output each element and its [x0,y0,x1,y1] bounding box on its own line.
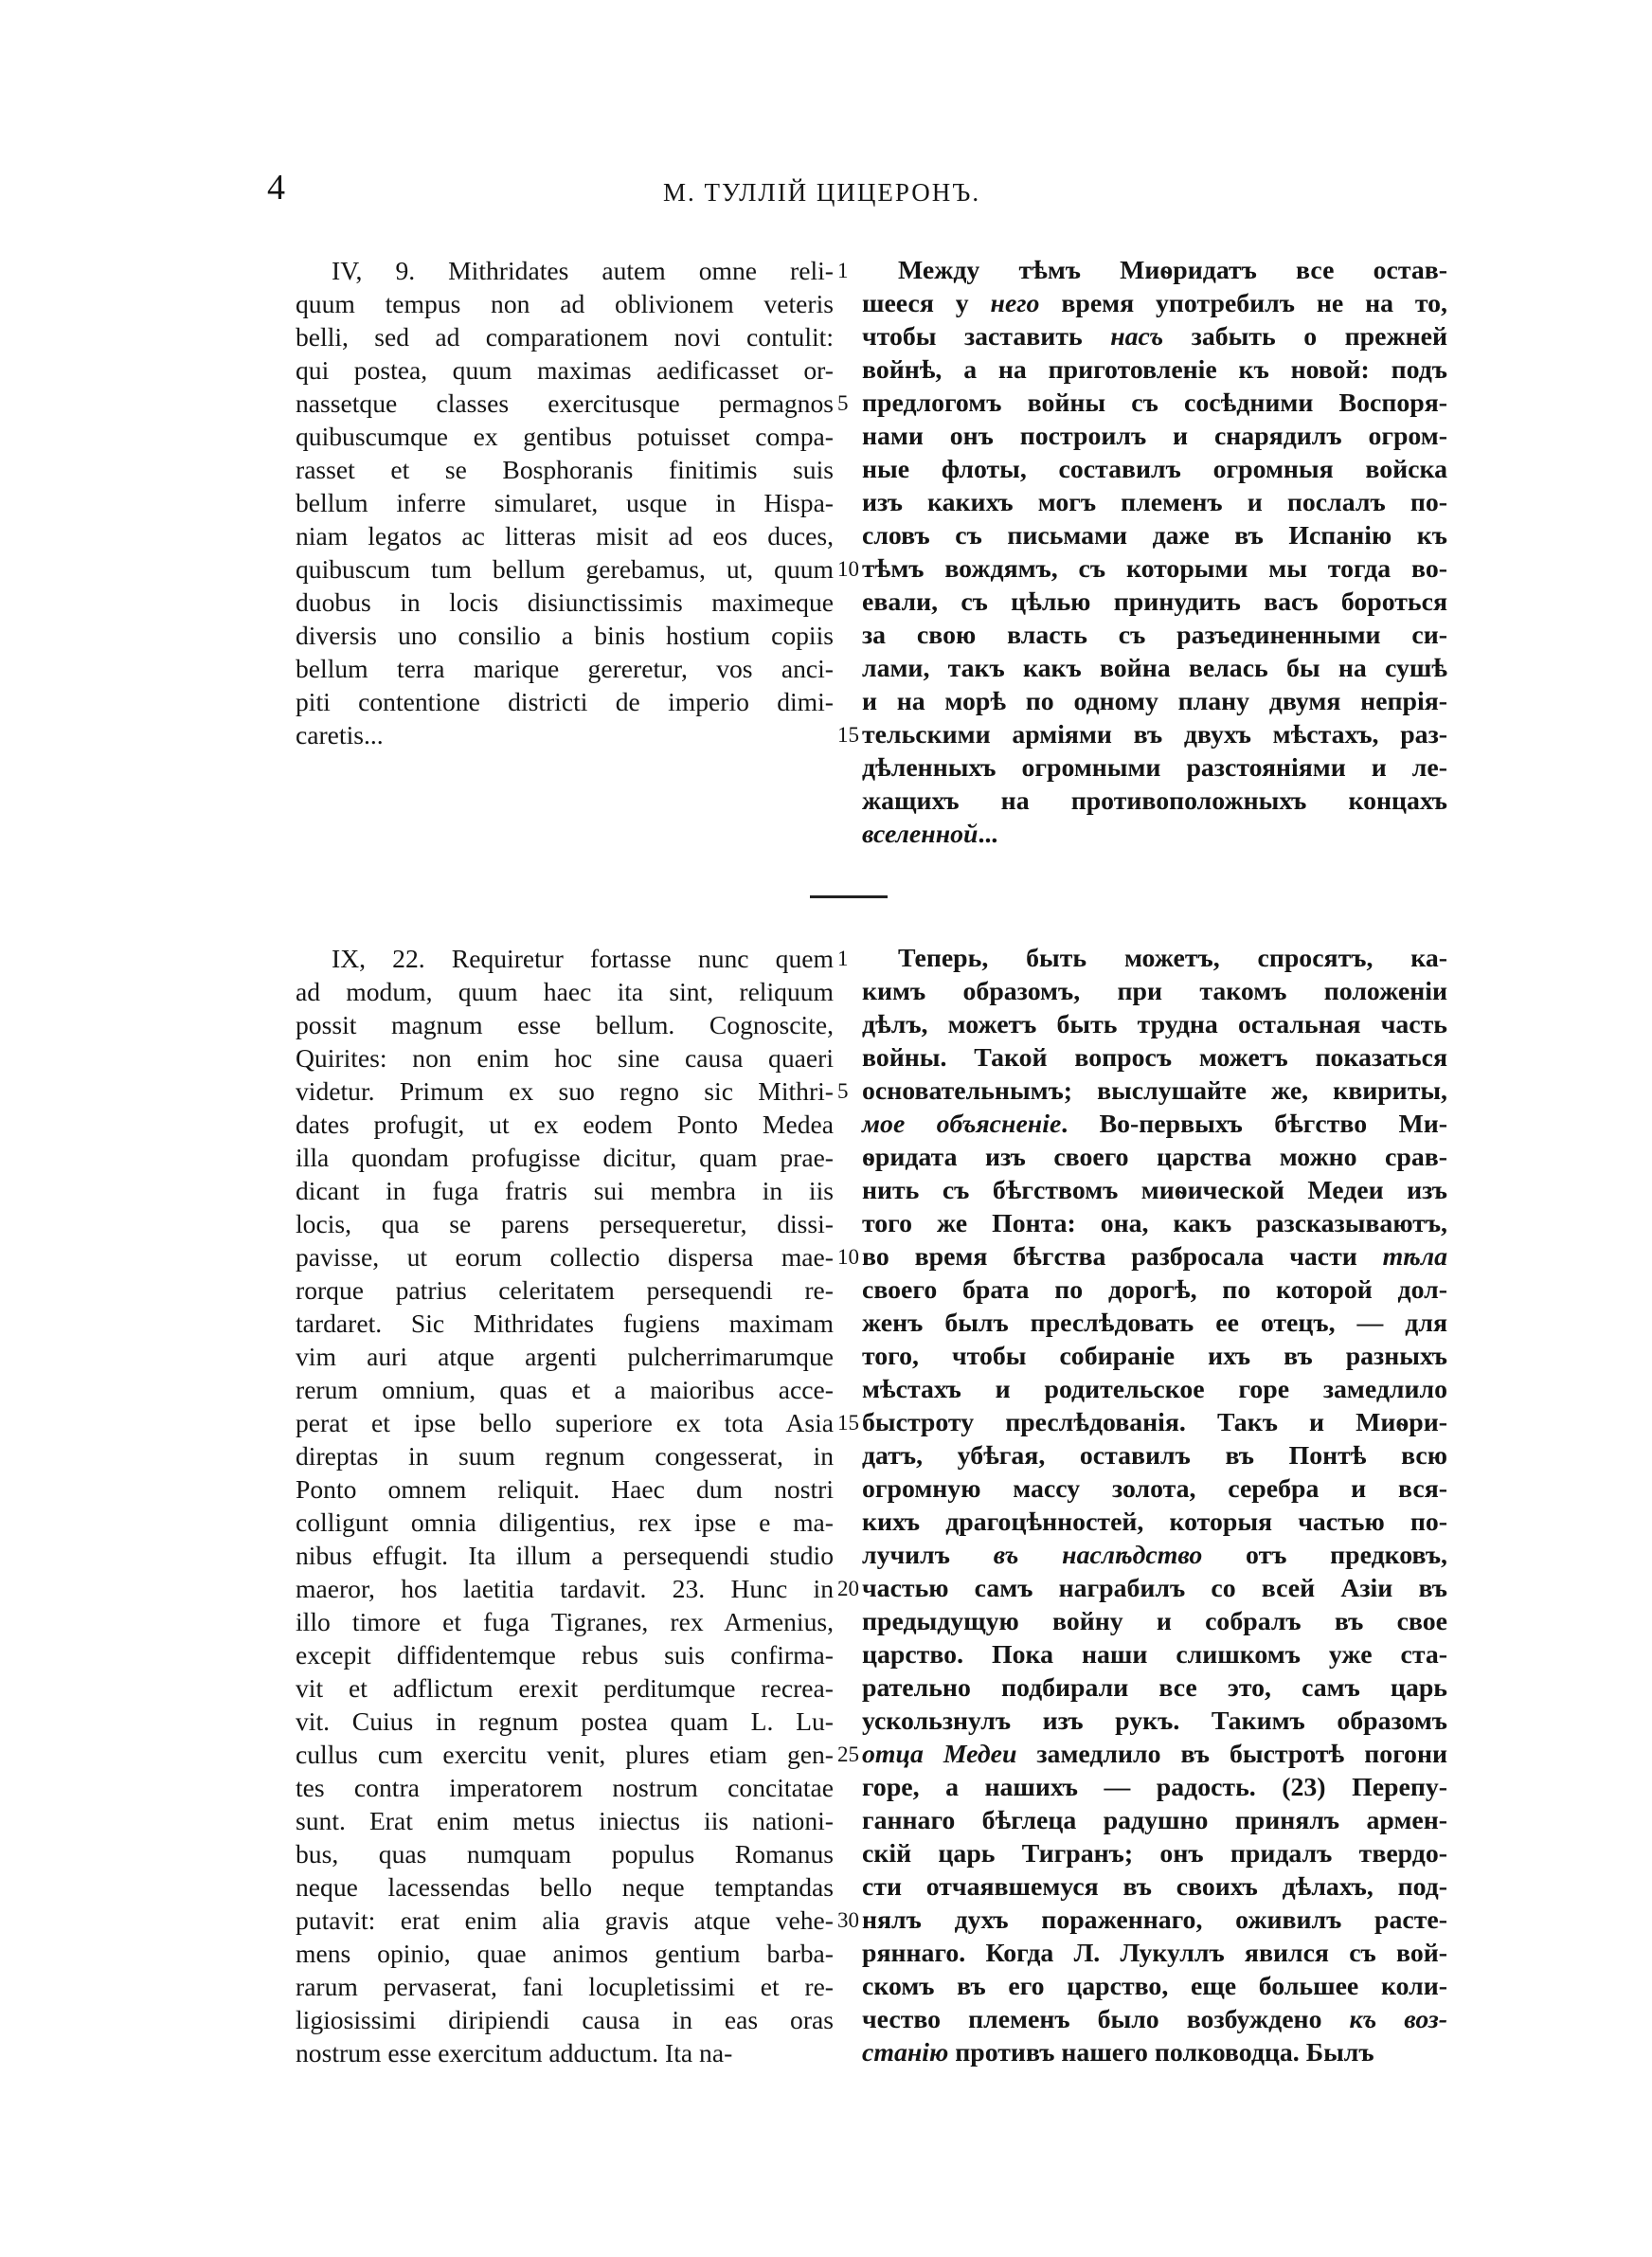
latin-text-line: excepit diffidentemque rebus suis confirma- [296,1640,834,1670]
latin-text-line: piti contentione districti de imperio dimi- [296,687,834,716]
line-number: 10 [837,1245,859,1269]
russian-text-line: чтобы заставить насъ забыть о прежней [862,322,1447,352]
latin-text-line: duobus in locis disiunctissimis maximeque [296,587,834,617]
russian-text-line: кимъ образомъ, при такомъ положеніи [862,977,1447,1006]
latin-text-line: cullus cum exercitu venit, plures etiam gen- [296,1740,834,1769]
russian-text-line: чество племенъ было возбуждено къ воз- [862,2005,1447,2034]
russian-text-line: предлогомъ войны съ сосѣдними Воспоря- [862,388,1447,418]
russian-text-line: лами, такъ какъ война велась бы на сушѣ [862,654,1447,683]
latin-text-line: colligunt omnia diligentius, rex ipse e ma- [296,1508,834,1537]
latin-text-line: bellum terra marique gereretur, vos anci- [296,654,834,683]
latin-text-line: bus, quas numquam populus Romanus [296,1839,834,1869]
russian-text-line: предыдущую войну и собралъ въ свое [862,1607,1447,1636]
russian-text-line: жащихъ на противоположныхъ концахъ [862,786,1447,816]
latin-text-line: pavisse, ut eorum collectio dispersa mae- [296,1242,834,1272]
russian-text-line: шееся у него время употребилъ не на то, [862,289,1448,318]
latin-text-line: videtur. Primum ex suo regno sic Mithri- [296,1076,834,1106]
russian-text-line: ряннаго. Когда Л. Лукуллъ явился съ вой- [862,1939,1447,1968]
latin-text-line: nibus effugit. Ita illum a persequendi studio [296,1541,834,1570]
line-number: 20 [837,1577,859,1600]
russian-text-line: огромную массу золота, серебра и вся- [862,1474,1447,1504]
latin-text-line: rarum pervaserat, fani locupletissimi et re- [296,1972,834,2001]
russian-column [862,254,1447,851]
latin-text-line: quibuscumque ex gentibus potuisset compa- [296,422,834,451]
russian-text-line: того же Понта: она, какъ разсказываютъ, [862,1209,1447,1238]
latin-text-line: qui postea, quum maximas aedificasset or- [296,355,834,385]
russian-text-line: сти отчаявшемуся въ своихъ дѣлахъ, под- [862,1872,1447,1902]
latin-text-line: direptas in suum regnum congesserat, in [296,1441,834,1471]
russian-text-line: отца Медеи замедлило въ быстротѣ погони [862,1740,1447,1769]
line-number: 25 [837,1742,859,1766]
latin-text-line: ligiosissimi diripiendi causa in eas oras [296,2005,834,2034]
latin-text-line: bellum inferre simularet, usque in Hispa- [296,488,834,517]
latin-text-line: perat et ipse bello superiore ex tota Asia [296,1408,834,1437]
russian-text-line: частью самъ награбилъ со всей Азіи въ [862,1574,1447,1603]
latin-text-line: vit et adflictum erexit perditumque recrea- [296,1673,834,1703]
latin-text-line: quum tempus non ad oblivionem veteris [296,289,834,318]
russian-text-line: тельскими арміями въ двухъ мѣстахъ, раз- [862,720,1447,749]
russian-text-line: войны. Такой вопросъ можетъ показаться [862,1043,1447,1073]
latin-text-line: nostrum esse exercitum adductum. Ita na- [296,2038,733,2067]
russian-text-line: своего брата по дорогѣ, по которой дол- [862,1275,1447,1305]
russian-text-line: нить съ бѣгствомъ миѳической Медеи изъ [862,1176,1447,1205]
latin-text-line: ad modum, quum haec ita sint, reliquum [296,977,834,1006]
latin-text-line: belli, sed ad comparationem novi contulit: [296,322,834,352]
russian-text-line: ускользнулъ изъ рукъ. Такимъ образомъ [862,1706,1447,1736]
russian-text-line: ганнаго бѣглеца радушно принялъ армен- [862,1806,1447,1835]
latin-text-line: vim auri atque argenti pulcherrimarumque [296,1342,834,1371]
russian-text-line: мѣстахъ и родительское горе замедлило [862,1375,1447,1404]
latin-text-line: locis, qua se parens persequeretur, dissi- [296,1209,834,1238]
russian-text-line: рательно подбирали все это, самъ царь [862,1673,1447,1703]
russian-text-line: тѣмъ вождямъ, съ которыми мы тогда во- [862,554,1447,584]
russian-text-line: станію противъ нашего полководца. Былъ [862,2038,1374,2067]
running-title: М. ТУЛЛІЙ ЦИЦЕРОНЪ. [663,178,981,207]
russian-text-line: нялъ духъ пораженнаго, оживилъ расте- [862,1905,1447,1935]
latin-text-line: tes contra imperatorem nostrum concitatae [296,1773,834,1802]
russian-text-line: женъ былъ преслѣдовать ее отецъ, — для [862,1309,1447,1338]
latin-text-line: tardaret. Sic Mithridates fugiens maximam [296,1309,834,1338]
latin-text-line: sunt. Erat enim metus iniectus iis nationi- [296,1806,834,1835]
latin-text-line: caretis... [296,720,384,749]
russian-text-line: быстроту преслѣдованія. Такъ и Миѳри- [862,1408,1447,1437]
line-number: 30 [837,1908,859,1932]
latin-text-line: IV, 9. Mithridates autem omne reli- [332,256,834,285]
russian-text-line: основательнымъ; выслушайте же, квириты, [862,1076,1447,1106]
russian-text-line: ные флоты, составилъ огромныя войска [862,455,1447,484]
russian-text-line: скій царь Тигранъ; онъ придалъ твердо- [862,1839,1447,1869]
latin-text-line: rasset et se Bosphoranis finitimis suis [296,455,834,484]
latin-column [296,254,834,751]
russian-text-line: скомъ въ его царство, еще большее коли- [862,1972,1447,2001]
latin-text-line: Ponto omnem reliquit. Haec dum nostri [296,1474,834,1504]
latin-text-line: possit magnum esse bellum. Cognoscite, [296,1010,834,1039]
latin-text-line: niam legatos ac litteras misit ad eos duces, [296,521,834,551]
russian-text-line: дѣленныхъ огромными разстояніями и ле- [862,753,1447,783]
line-number: 15 [837,723,859,747]
russian-text-line: датъ, убѣгая, оставилъ въ Понтѣ всю [862,1441,1447,1471]
latin-text-line: nassetque classes exercitusque permagnos [296,388,834,418]
russian-text-line: царство. Пока наши слишкомъ уже ста- [862,1640,1447,1670]
latin-text-line: rorque patrius celeritatem persequendi re- [296,1275,834,1305]
latin-text-line: illo timore et fuga Tigranes, rex Armenius, [296,1607,834,1636]
latin-text-line: maeror, hos laetitia tardavit. 23. Hunc in [296,1574,834,1603]
russian-text-line: евали, съ цѣлью принудить васъ бороться [862,587,1447,617]
russian-text-line: за свою власть съ разъединенными си- [862,621,1447,650]
russian-text-line: мое объясненіе. Во-первыхъ бѣгство Ми- [862,1110,1447,1139]
russian-text-line: лучилъ въ наслѣдство отъ предковъ, [862,1541,1447,1570]
russian-text-line: изъ какихъ могъ племенъ и послалъ по- [862,488,1447,517]
russian-text-line: горе, а нашихъ — радость. (23) Перепу- [862,1773,1447,1802]
latin-text-line: Quirites: non enim hoc sine causa quaeri [296,1043,834,1073]
latin-text-line: illa quondam profugisse dicitur, quam prae- [296,1143,834,1172]
line-number: 10 [837,557,859,581]
latin-text-line: putavit: erat enim alia gravis atque vehe- [296,1905,834,1935]
latin-text-line: mens opinio, quae animos gentium barba- [296,1939,834,1968]
russian-text-line: и на морѣ по одному плану двумя непрія- [862,687,1447,716]
line-number: 15 [837,1411,859,1435]
line-number: 5 [837,391,849,415]
latin-text-line: dicant in fuga fratris sui membra in iis [296,1176,834,1205]
russian-text-line: во время бѣгства разбросала части тѣла [862,1242,1447,1272]
russian-text-line: словъ съ письмами даже въ Испанію къ [862,521,1447,551]
russian-text-line: ѳридата изъ своего царства можно срав- [862,1143,1447,1172]
line-number: 5 [837,1079,849,1103]
latin-text-line: quibuscum tum bellum gerebamus, ut, quum [296,554,834,584]
russian-column [862,942,1447,2069]
line-number: 1 [837,259,849,282]
russian-text-line: нами онъ построилъ и снарядилъ огром- [862,422,1447,451]
russian-text-line: вселенной... [862,820,998,849]
latin-column [296,942,834,2069]
latin-text-line: dates profugit, ut ex eodem Ponto Medea [296,1110,834,1139]
latin-text-line: neque lacessendas bello neque temptandas [296,1872,834,1902]
latin-text-line: diversis uno consilio a binis hostium copiis [296,621,834,650]
latin-text-line: vit. Cuius in regnum postea quam L. Lu- [296,1706,834,1736]
latin-text-line: IX, 22. Requiretur fortasse nunc quem [332,944,834,973]
page-number: 4 [267,168,285,208]
russian-text-line: войнѣ, а на приготовленіе къ новой: подъ [862,355,1447,385]
line-number: 1 [837,947,849,970]
russian-text-line: дѣлъ, можетъ быть трудна остальная часть [862,1010,1447,1039]
latin-text-line: rerum omnium, quas et a maioribus acce- [296,1375,834,1404]
section-divider [810,895,888,898]
russian-text-line: кихъ драгоцѣнностей, которыя частью по- [862,1508,1447,1537]
russian-text-line: Теперь, быть можетъ, спросятъ, ка- [898,944,1447,973]
russian-text-line: Между тѣмъ Миѳридатъ все остав- [898,256,1447,285]
russian-text-line: того, чтобы собираніе ихъ въ разныхъ [862,1342,1447,1371]
